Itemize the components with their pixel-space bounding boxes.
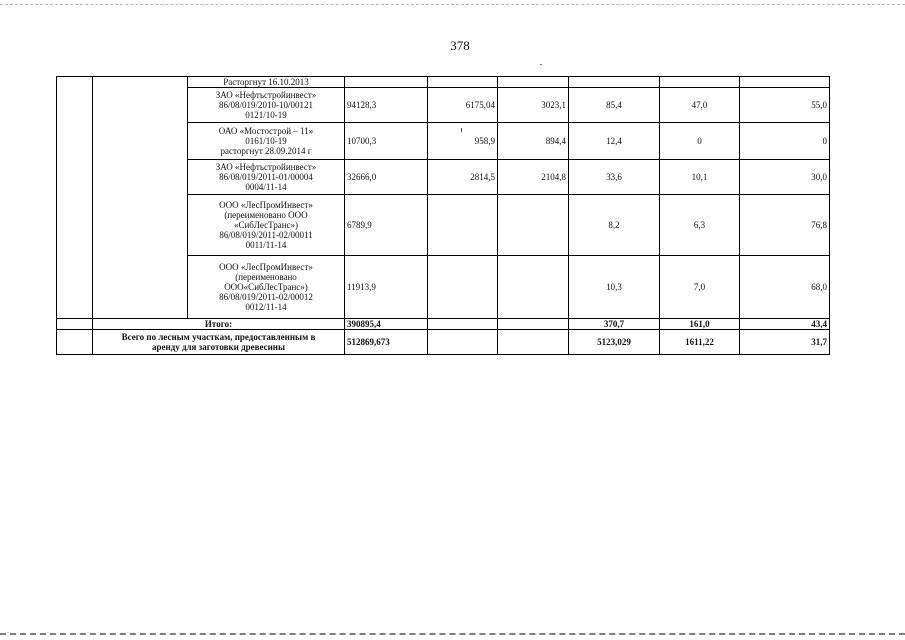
volume-cell [498,330,569,355]
index-cell [57,77,93,319]
area-cell [345,77,428,88]
value-cell [740,77,830,88]
volume-cell [498,195,569,256]
volume-cell [428,256,498,319]
value-cell [660,77,740,88]
value-cell: 0 [740,123,830,160]
lease-cell: ООО «ЛесПромИнвест» (переименовано ООО«СибЛесТранс») 86/08/019/2011-02/00012 0012/11-14 [188,256,345,319]
volume-cell: 2814,5 [428,160,498,195]
volume-cell [498,256,569,319]
grand-total-row [57,330,830,355]
value-cell: 370,7 [569,319,660,330]
value-cell: 33,6 [569,160,660,195]
scan-speck [540,64,542,65]
lease-cell: ЗАО «Нефтьстройинвест» 86/08/019/2010-10/00121 0121/10-19 [188,88,345,123]
value-cell: 30,0 [740,160,830,195]
lease-cell: ЗАО «Нефтьстройинвест» 86/08/019/2011-01/00004 0004/11-14 [188,160,345,195]
area-cell: 94128,3 [345,88,428,123]
value-cell: 12,4 [569,123,660,160]
area-cell: 6789,9 [345,195,428,256]
lease-cell: ООО «ЛесПромИнвест» (переименовано ООО «СибЛесТранс») 86/08/019/2011-02/00011 0011/11-14 [188,195,345,256]
value-cell: 161,0 [660,319,740,330]
value-cell: 43,4 [740,319,830,330]
volume-cell: 894,4 [498,123,569,160]
volume-cell [428,77,498,88]
grand-total-label: Всего по лесным участкам, предоставленным в аренду для заготовки древесины [93,330,345,355]
subtotal-label: Итого: [93,319,345,330]
area-cell: 11913,9 [345,256,428,319]
scan-edge-top [0,4,905,5]
area-cell: 32666,0 [345,160,428,195]
volume-cell [428,319,498,330]
volume-cell: 3023,1 [498,88,569,123]
volume-cell [428,330,498,355]
value-cell: 0 [660,123,740,160]
value-cell: 10,3 [569,256,660,319]
value-cell: 1611,22 [660,330,740,355]
value-cell: 6,3 [660,195,740,256]
value-cell: 10,1 [660,160,740,195]
lease-cell: ОАО «Мостострой – 11» 0161/10-19 расторгнут 28.09.2014 г [188,123,345,160]
index-cell [57,319,93,330]
region-cell [93,77,188,319]
forest-plots-table [56,76,830,355]
volume-cell: 958,9 [428,123,498,160]
page-number: 378 [450,38,470,53]
value-cell: 8,2 [569,195,660,256]
volume-cell [498,319,569,330]
scan-edge-bottom [0,633,905,635]
value-cell: 31,7 [740,330,830,355]
value-cell: 47,0 [660,88,740,123]
value-cell [569,77,660,88]
volume-cell [498,77,569,88]
value-cell: 76,8 [740,195,830,256]
area-cell: 390895,4 [345,319,428,330]
value-cell: 7,0 [660,256,740,319]
volume-cell [428,195,498,256]
value-cell: 5123,029 [569,330,660,355]
area-cell: 512869,673 [345,330,428,355]
value-cell: 55,0 [740,88,830,123]
value-cell: 85,4 [569,88,660,123]
subtotal-row [57,319,830,330]
lease-cell: Расторгнут 16.10.2013 [188,77,345,88]
volume-cell: 2104,8 [498,160,569,195]
value-cell: 68,0 [740,256,830,319]
index-cell [57,330,93,355]
area-cell: 10700,3 [345,123,428,160]
table-row [57,77,830,88]
volume-cell: 6175,04 [428,88,498,123]
